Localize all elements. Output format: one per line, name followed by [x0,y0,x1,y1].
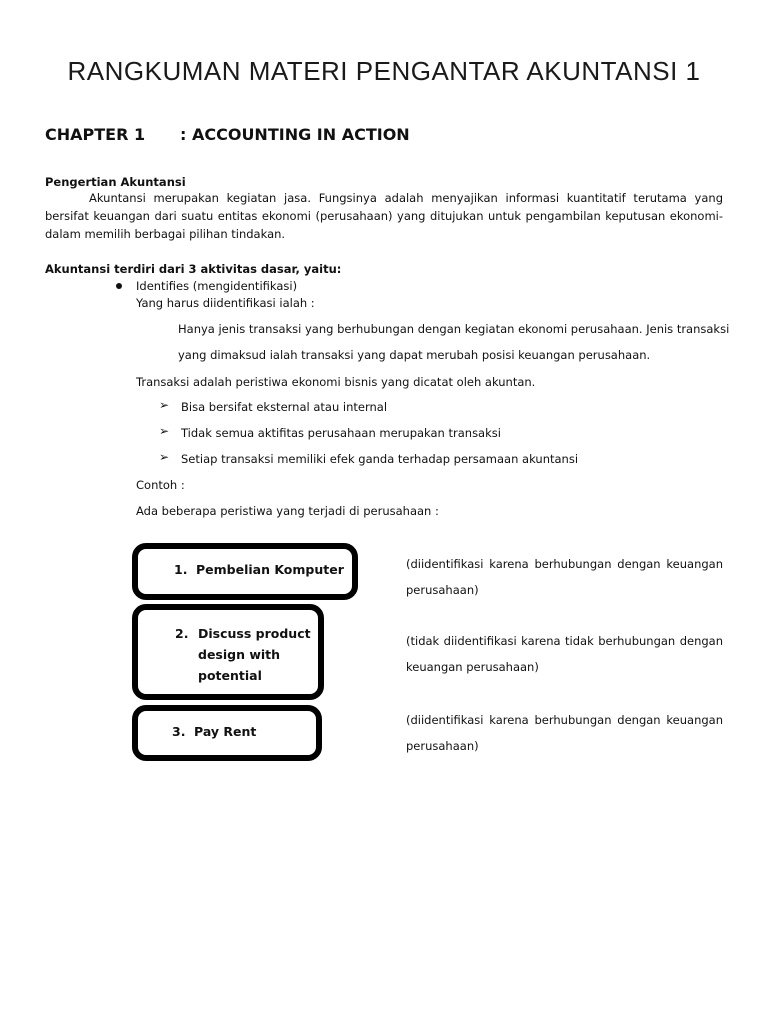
example-box-1 [132,543,358,600]
example-intro: Ada beberapa peristiwa yang terjadi di perusahaan : [136,504,439,518]
example-label: Contoh : [136,478,185,492]
arrowhead-bullet-icon: ➢ [159,450,170,464]
chapter-number: CHAPTER 1 [45,125,146,144]
arrowhead-bullet-icon: ➢ [159,424,170,438]
example-2-note: (tidak diidentifikasi karena tidak berhubungan dengan keuangan perusahaan) [406,634,723,674]
definition-heading: Pengertian Akuntansi [45,175,186,189]
arrow-item-2: Tidak semua aktifitas perusahaan merupakan transaksi [181,426,501,440]
transaction-definition: Transaksi adalah peristiwa ekonomi bisnis yang dicatat oleh akuntan. [136,375,536,389]
example-2-label-line-3: potential [198,668,262,683]
example-1-label: Pembelian Komputer [196,562,344,577]
arrowhead-bullet-icon: ➢ [159,398,170,412]
document-title: RANGKUMAN MATERI PENGANTAR AKUNTANSI 1 [67,56,701,86]
example-box-2 [132,604,324,700]
example-2-label-line-1: Discuss product [198,626,311,641]
definition-paragraph: Akuntansi merupakan kegiatan jasa. Fungsinya adalah menyajikan informasi kuantitatif terutama yang bersifat keuangan dari suatu entitas ekonomi (perusahaan) yang ditujukan untuk pengambilan keputusan ekonomi-dalam memilih berbagai pilihan tindakan. [45,191,723,241]
example-3-label: Pay Rent [194,724,257,739]
example-2-label-line-2: design with [198,647,281,662]
activity-item-identifies: Identifies (mengidentifikasi) [136,279,298,293]
activity-detail-line-1: Hanya jenis transaksi yang berhubungan dengan kegiatan ekonomi perusahaan. Jenis transaksi [178,322,730,336]
activity-detail-line-2: yang dimaksud ialah transaksi yang dapat merubah posisi keuangan perusahaan. [178,348,651,362]
arrow-item-3: Setiap transaksi memiliki efek ganda terhadap persamaan akuntansi [181,452,579,466]
example-2-number: 2. [175,626,189,641]
example-box-3 [132,705,322,761]
example-3-number: 3. [172,724,186,739]
arrow-item-1: Bisa bersifat eksternal atau internal [181,400,388,414]
chapter-name: : ACCOUNTING IN ACTION [180,125,410,144]
example-1-note: (diidentifikasi karena berhubungan dengan keuangan perusahaan) [406,557,723,597]
bullet-icon [116,283,122,289]
example-3-note: (diidentifikasi karena berhubungan dengan keuangan perusahaan) [406,713,723,753]
activities-heading: Akuntansi terdiri dari 3 aktivitas dasar, yaitu: [45,262,342,276]
example-1-number: 1. [174,562,188,577]
activity-item-subtitle: Yang harus diidentifikasi ialah : [136,296,315,310]
